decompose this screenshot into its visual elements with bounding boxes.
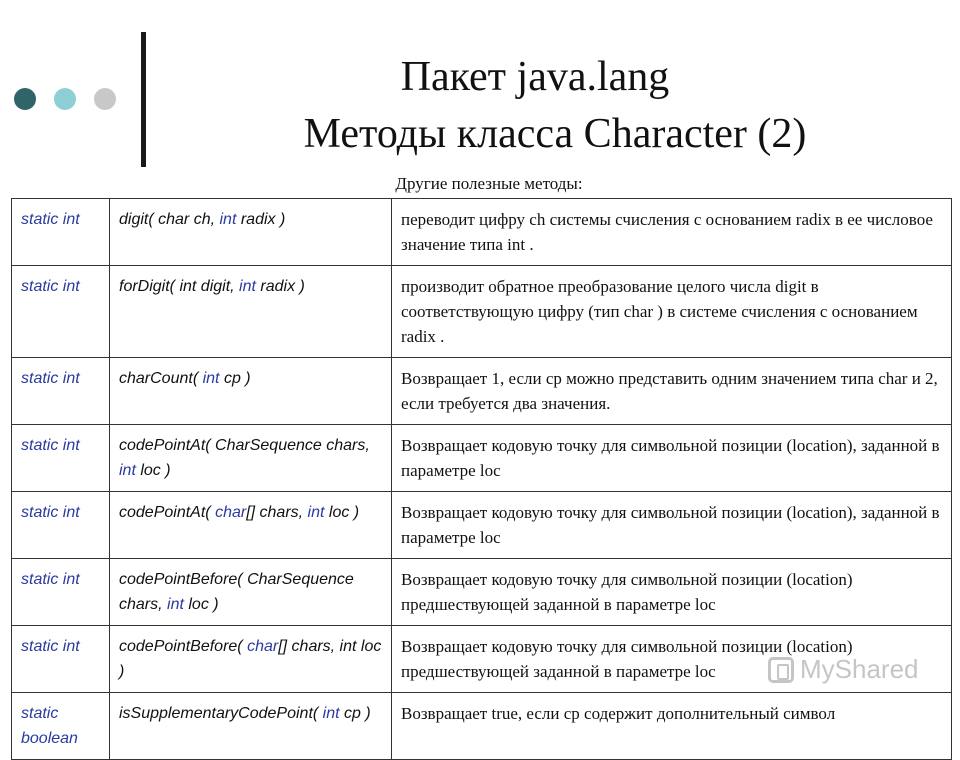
dot-light-teal	[54, 88, 76, 110]
method-signature	[110, 559, 392, 626]
table-row	[12, 492, 952, 559]
method-modifier: static int	[12, 559, 110, 626]
table-row	[12, 425, 952, 492]
method-modifier: static boolean	[12, 693, 110, 760]
slide-title-line2: Методы класса Character (2)	[303, 111, 807, 157]
signature-keyword: char	[247, 638, 279, 655]
method-modifier: static int	[12, 425, 110, 492]
signature-keyword: char	[215, 504, 247, 521]
signature-text: radix )	[236, 211, 286, 228]
method-signature	[110, 266, 392, 358]
slide-title-line1: Пакет java.lang	[400, 54, 670, 100]
signature-text: isSupplementaryCodePoint(	[119, 705, 323, 722]
decorative-dots	[14, 86, 116, 112]
method-signature	[110, 358, 392, 425]
methods-table	[11, 198, 952, 760]
method-modifier: static int	[12, 492, 110, 559]
signature-keyword: int	[202, 370, 220, 387]
signature-keyword: int	[307, 504, 325, 521]
method-description: Возвращает кодовую точку для символьной позиции (location) предшествующей заданной в параметре loc	[392, 626, 952, 693]
signature-text: radix )	[255, 278, 305, 295]
signature-text: codePointBefore( CharSequence chars,	[119, 571, 354, 613]
method-modifier: static int	[12, 199, 110, 266]
table-row	[12, 199, 952, 266]
method-description: Возвращает true, если cp содержит дополнительный символ	[392, 693, 952, 760]
signature-text: codePointAt( CharSequence chars,	[119, 437, 370, 454]
table-row	[12, 559, 952, 626]
signature-keyword: int	[322, 705, 340, 722]
signature-keyword: int	[167, 596, 184, 613]
method-description: Возвращает кодовую точку для символьной позиции (location) предшествующей заданной в параметре loc	[392, 559, 952, 626]
dot-dark	[14, 88, 36, 110]
signature-keyword: int	[119, 462, 136, 479]
signature-keyword: int	[219, 211, 237, 228]
method-signature	[110, 425, 392, 492]
signature-text: codePointAt(	[119, 504, 216, 521]
method-signature	[110, 492, 392, 559]
method-signature	[110, 626, 392, 693]
method-description: Возвращает кодовую точку для символьной позиции (location), заданной в параметре loc	[392, 492, 952, 559]
signature-text: [] chars,	[246, 504, 308, 521]
method-modifier: static int	[12, 358, 110, 425]
table-row	[12, 626, 952, 693]
method-modifier: static int	[12, 626, 110, 693]
method-description: производит обратное преобразование целого числа digit в соответствующую цифру (тип char ) в системе счисления с основанием radix .	[392, 266, 952, 358]
method-modifier: static int	[12, 266, 110, 358]
title-divider-bar	[141, 32, 146, 167]
dot-grey	[94, 88, 116, 110]
signature-text: codePointBefore(	[119, 638, 248, 655]
watermark-text: MyShared	[800, 654, 919, 684]
table-caption: Другие полезные методы:	[395, 174, 583, 193]
signature-text: cp )	[339, 705, 371, 722]
table-row	[12, 358, 952, 425]
signature-text: cp )	[219, 370, 251, 387]
signature-text: loc )	[324, 504, 360, 521]
signature-text: [] chars, int loc )	[119, 638, 382, 680]
signature-text: forDigit( int digit,	[119, 278, 240, 295]
table-row	[12, 266, 952, 358]
signature-keyword: int	[239, 278, 256, 295]
method-description: Возвращает 1, если cp можно представить одним значением типа char и 2, если требуется два значения.	[392, 358, 952, 425]
methods-table-body	[12, 199, 952, 760]
method-signature	[110, 693, 392, 760]
signature-text: charCount(	[119, 370, 203, 387]
method-description: Возвращает кодовую точку для символьной позиции (location), заданной в параметре loc	[392, 425, 952, 492]
signature-text: loc )	[135, 462, 171, 479]
table-row	[12, 693, 952, 760]
signature-text: digit( char ch,	[119, 211, 220, 228]
signature-text: loc )	[183, 596, 219, 613]
method-signature	[110, 199, 392, 266]
method-description: переводит цифру ch системы счисления с основанием radix в ее числовое значение типа int .	[392, 199, 952, 266]
